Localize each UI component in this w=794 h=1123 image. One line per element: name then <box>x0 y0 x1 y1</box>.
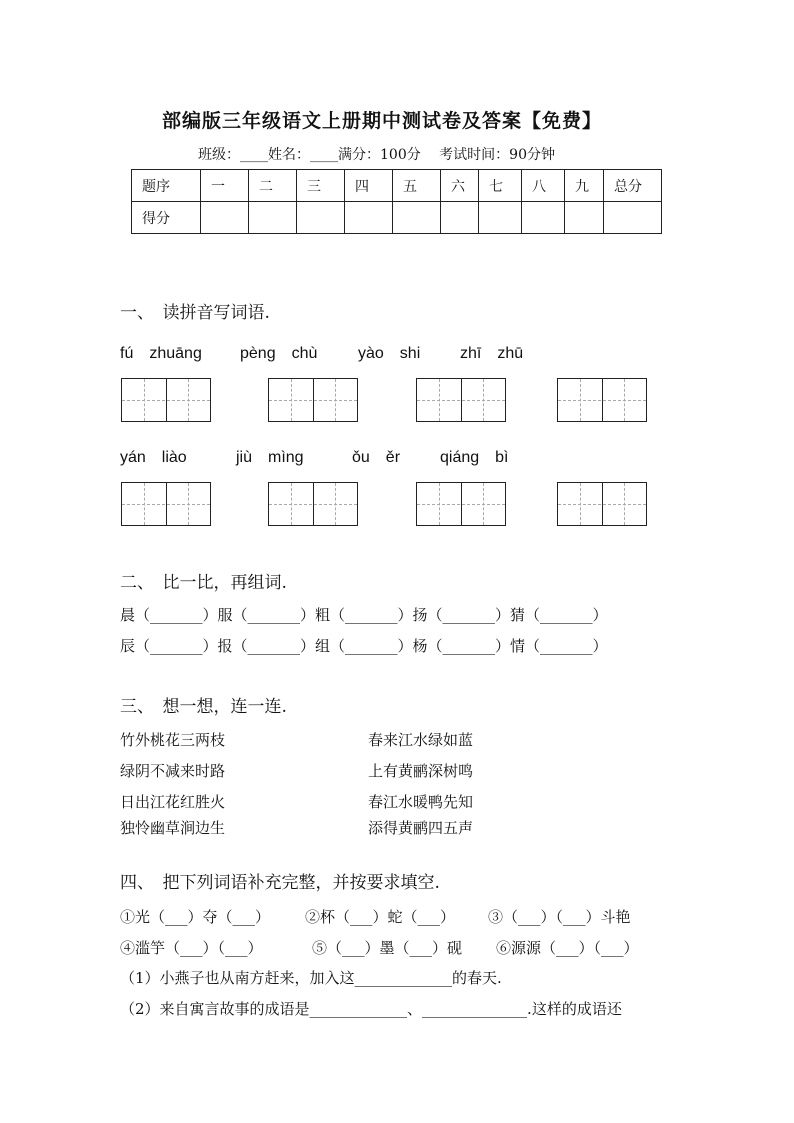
table-cell: 一 <box>201 170 249 202</box>
poem-line-right: 上有黄鹂深树鸣 <box>368 762 474 780</box>
section-1-title: 一、 读拼音写词语. <box>120 303 270 323</box>
writing-grid[interactable] <box>416 378 506 422</box>
table-cell: 七 <box>479 170 522 202</box>
score-cell[interactable] <box>201 202 249 234</box>
table-cell: 二 <box>249 170 297 202</box>
table-cell: 八 <box>522 170 565 202</box>
score-cell[interactable] <box>565 202 604 234</box>
writing-grid[interactable] <box>557 378 647 422</box>
table-cell: 九 <box>565 170 604 202</box>
poem-line-right: 添得黄鹂四五声 <box>368 819 474 837</box>
writing-grid[interactable] <box>416 482 506 526</box>
pinyin-label: fú zhuāng <box>120 345 202 362</box>
score-cell[interactable] <box>345 202 393 234</box>
score-table <box>131 169 662 234</box>
table-cell: 题序 <box>132 170 201 202</box>
fill-question: （2）来自寓言故事的成语是_____________、______________.这样的成语还 <box>120 1000 622 1018</box>
table-cell: 六 <box>441 170 479 202</box>
section-3-title: 三、 想一想，连一连. <box>120 697 287 717</box>
idiom-item: ⑤（___）墨（___）砚 <box>312 939 463 957</box>
poem-line-left: 日出江花红胜火 <box>120 793 226 811</box>
writing-grid[interactable] <box>121 482 211 526</box>
compare-line: 辰（_______）报（_______）组（_______）杨（_______）情（_______） <box>120 637 608 655</box>
pinyin-label: ǒu ěr <box>352 449 401 466</box>
poem-line-right: 春来江水绿如蓝 <box>368 731 474 749</box>
score-cell[interactable] <box>297 202 345 234</box>
idiom-item: ①光（___）夺（___） <box>120 908 271 926</box>
score-table-header-row <box>132 170 662 202</box>
score-table-score-row <box>132 202 662 234</box>
score-cell[interactable] <box>479 202 522 234</box>
idiom-item: ⑥源源（___）（___） <box>496 939 639 957</box>
pinyin-label: qiáng bì <box>440 449 509 466</box>
idiom-item: ③（___）（___）斗艳 <box>488 908 631 926</box>
pinyin-label: pèng chù <box>240 345 318 362</box>
idiom-item: ④滥竽（___）（___） <box>120 939 263 957</box>
idiom-item: ②杯（___）蛇（___） <box>305 908 456 926</box>
writing-grid[interactable] <box>268 378 358 422</box>
score-cell[interactable] <box>441 202 479 234</box>
fill-question: （1）小燕子也从南方赶来，加入这_____________的春天. <box>120 969 502 987</box>
poem-line-right: 春江水暖鸭先知 <box>368 793 474 811</box>
section-4-title: 四、 把下列词语补充完整，并按要求填空. <box>120 873 440 893</box>
poem-line-left: 绿阴不减来时路 <box>120 762 226 780</box>
table-cell: 三 <box>297 170 345 202</box>
table-cell: 总分 <box>604 170 662 202</box>
pinyin-label: yào shi <box>358 345 421 362</box>
table-cell: 五 <box>393 170 441 202</box>
table-cell: 得分 <box>132 202 201 234</box>
writing-grid[interactable] <box>268 482 358 526</box>
section-2-title: 二、 比一比，再组词. <box>120 573 287 593</box>
writing-grid[interactable] <box>121 378 211 422</box>
poem-line-left: 独怜幽草涧边生 <box>120 819 226 837</box>
compare-line: 晨（_______）服（_______）粗（_______）扬（_______）猜（_______） <box>120 606 608 624</box>
writing-grid[interactable] <box>557 482 647 526</box>
page-title: 部编版三年级语文上册期中测试卷及答案【免费】 <box>162 110 603 132</box>
poem-line-left: 竹外桃花三两枝 <box>120 731 226 749</box>
pinyin-label: jiù mìng <box>236 449 304 466</box>
table-cell: 四 <box>345 170 393 202</box>
score-cell[interactable] <box>393 202 441 234</box>
pinyin-label: yán liào <box>120 449 187 466</box>
score-cell[interactable] <box>522 202 565 234</box>
score-cell[interactable] <box>604 202 662 234</box>
pinyin-label: zhī zhū <box>460 345 524 362</box>
exam-info: 班级：____姓名：____满分：100分 考试时间：90分钟 <box>198 147 555 163</box>
score-cell[interactable] <box>249 202 297 234</box>
